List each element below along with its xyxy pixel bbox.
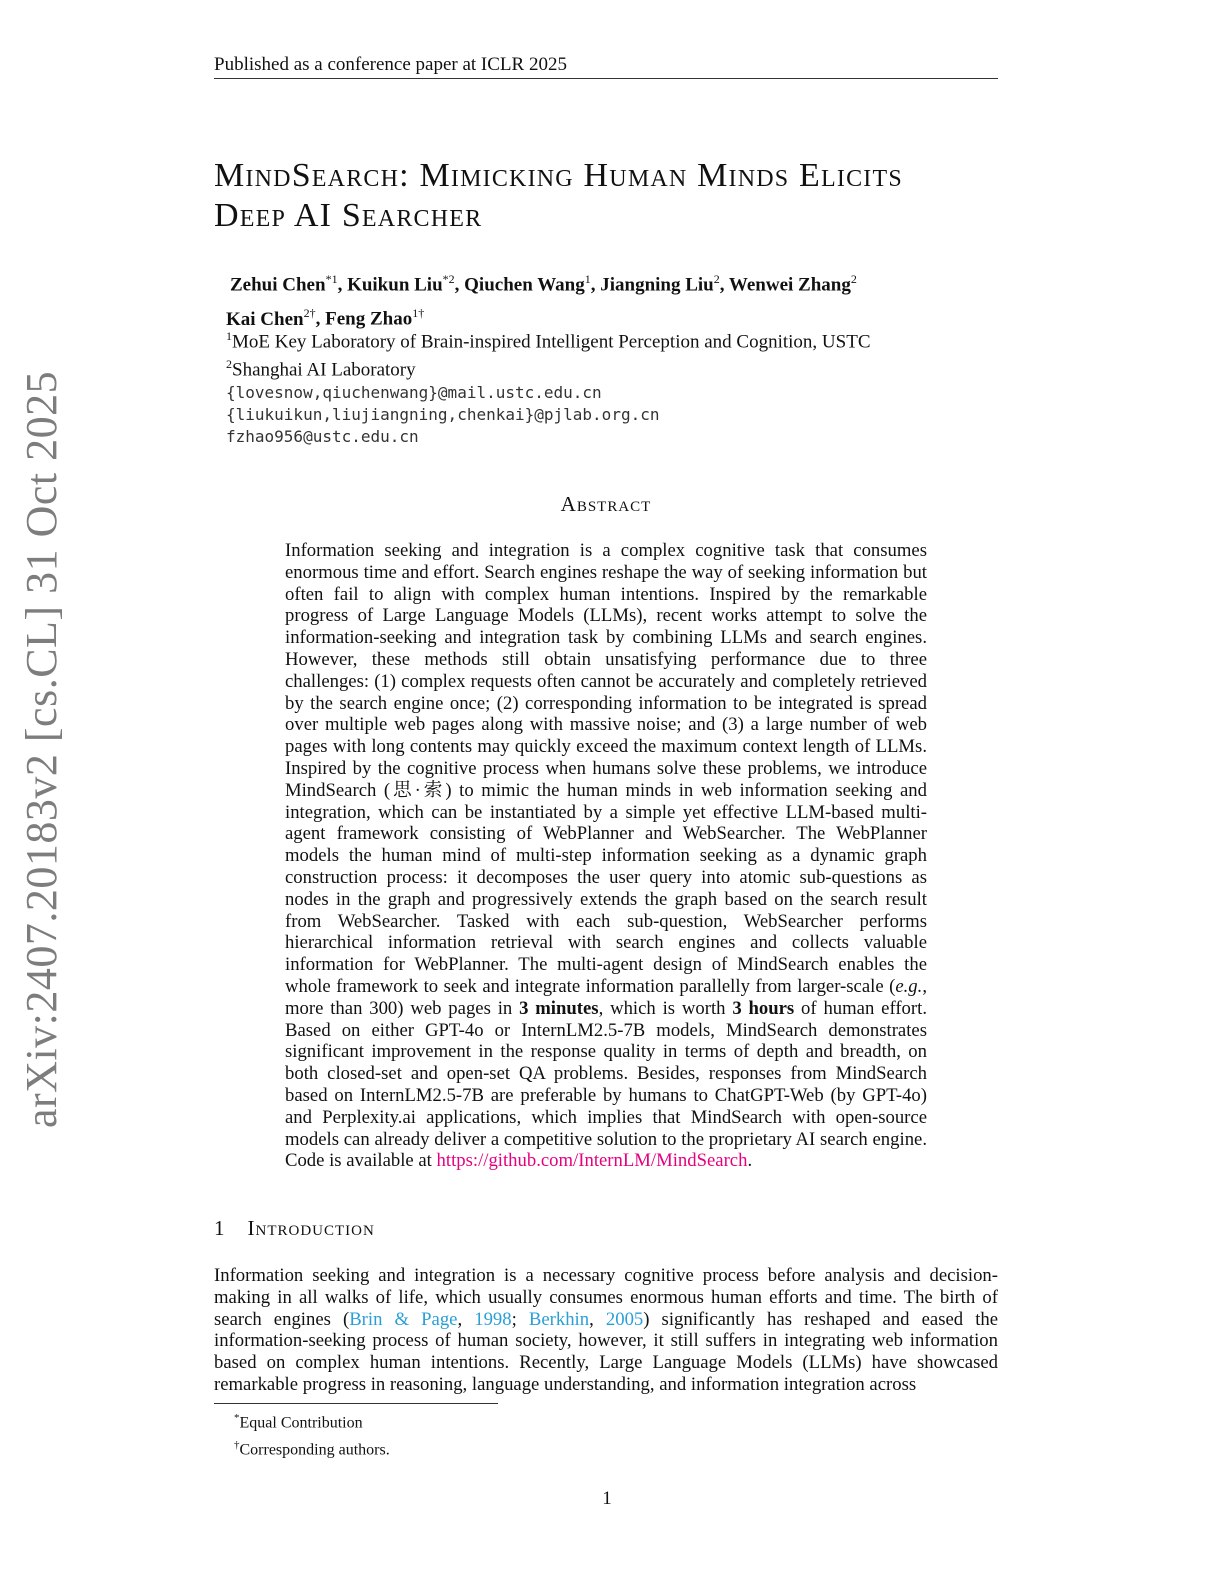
affiliation-1 (226, 325, 1006, 353)
abstract-text: , which is worth (598, 997, 733, 1019)
author-name: , Qiuchen Wang (454, 274, 585, 296)
introduction-body (214, 1265, 998, 1396)
citation-link[interactable]: Berkhin (528, 1308, 590, 1330)
section-title: Introduction (247, 1216, 375, 1240)
affiliation-text: Shanghai AI Laboratory (232, 359, 416, 381)
footnote (234, 1434, 390, 1461)
running-header: Published as a conference paper at ICLR 2025 (214, 54, 998, 79)
abstract-heading: Abstract (560, 492, 652, 516)
author-name: Kai Chen (226, 308, 304, 330)
intro-text: , (589, 1308, 606, 1330)
email-line: {liukuikun,liujiangning,chenkai}@pjlab.org.cn (226, 404, 660, 424)
affiliation-text: MoE Key Laboratory of Brain-inspired Intelligent Perception and Cognition, USTC (232, 331, 871, 353)
author-name: , Feng Zhao (315, 308, 413, 330)
affiliation-2 (226, 353, 1006, 381)
abstract-text: . (747, 1150, 753, 1172)
abstract-emphasis: 3 hours (732, 997, 795, 1019)
affiliation-mark: 1 (226, 329, 232, 343)
code-link[interactable]: https://github.com/InternLM/MindSearch (436, 1150, 748, 1172)
author-name: , Wenwei Zhang (719, 274, 851, 296)
affiliations (226, 325, 1006, 448)
abstract-text: e.g. (895, 975, 923, 997)
author-affil-mark: 1† (412, 306, 425, 321)
abstract-text: , more than 300) web pages in (285, 975, 927, 1019)
arxiv-identifier[interactable]: arXiv:2407.20183v2 [cs.CL] 31 Oct 2025 (17, 370, 66, 1128)
footnotes (234, 1407, 390, 1462)
intro-text: ) significantly has reshaped and eased the information-seeking process of human society, however, it still suffers in integrating web information based on complex human intentions. Recently, Large Language Models (LLMs) have showcased remarkable progress in reasoning, language understanding, and information integration across (214, 1308, 999, 1395)
abstract-body (285, 540, 927, 1172)
citation-link[interactable]: 2005 (605, 1308, 644, 1330)
section-heading (214, 1216, 375, 1241)
page-number: 1 (602, 1488, 612, 1509)
citation-link[interactable]: Brin & Page (349, 1308, 458, 1330)
author-name: , Kuikun Liu (337, 274, 443, 296)
footnote-mark: † (234, 1439, 240, 1452)
author-name: Zehui Chen (230, 274, 326, 296)
section-number: 1 (214, 1216, 226, 1240)
intro-text: ; (511, 1308, 529, 1330)
email-line: {lovesnow,qiuchenwang}@mail.ustc.edu.cn (226, 382, 602, 402)
intro-text: , (457, 1308, 475, 1330)
author-affil-mark: 2 (850, 272, 857, 286)
author-affil-mark: 2 (713, 272, 720, 286)
paper-title: MindSearch: Mimicking Human Minds Elicits Deep AI Searcher (214, 157, 903, 234)
author-affil-mark: 1 (584, 272, 591, 286)
affiliation-mark: 2 (226, 357, 232, 372)
footnote-mark: * (234, 1412, 240, 1424)
intro-text: Information seeking and integration is a necessary cognitive process before analysis and decision-making in all walks of life, which usually consumes enormous human efforts and time. The birth of search engines ( (214, 1265, 998, 1330)
footnote-text: Equal Contribution (239, 1414, 363, 1432)
email-line: fzhao956@ustc.edu.cn (226, 426, 419, 446)
abstract-text: Information seeking and integration is a complex cognitive task that consumes enormous time and effort. Search engines reshape the way of seeking information but often fail to align with complex human intentions. Inspired by the remarkable progress of Large Language Models (LLMs), recent works attempt to solve the information-seeking and integration task by combining LLMs and search engines. However, these methods still obtain unsatisfying performance due to three challenges: (1) complex requests often cannot be accurately and completely retrieved by the search engine once; (2) corresponding information to be integrated is spread over multiple web pages along with massive noise; and (3) a large number of web pages with long contents may quickly exceed the maximum context length of LLMs. Inspired by the cognitive process when humans solve these problems, we introduce MindSearch (思·索) to mimic the human minds in web information seeking and integration, which can be instantiated by a simple yet effective LLM-based multi-agent framework consisting of WebPlanner and WebSearcher. The WebPlanner models the human mind of multi-step information seeking as a dynamic graph construction process: it decomposes the user query into atomic sub-questions as nodes in the graph and progressively extends the graph based on the search result from WebSearcher. Tasked with each sub-question, WebSearcher performs hierarchical information retrieval with search engines and collects valuable information for WebPlanner. The multi-agent design of MindSearch enables the whole framework to seek and integrate information parallelly from larger-scale ( (285, 540, 927, 997)
author-list (226, 265, 1010, 334)
footnote-divider (214, 1403, 498, 1404)
author-affil-mark: *2 (442, 272, 455, 286)
footnote-text: Corresponding authors. (239, 1441, 390, 1459)
author-affil-mark: *1 (325, 272, 338, 286)
author-affil-mark: 2† (303, 306, 316, 321)
abstract-emphasis: 3 minutes (519, 997, 599, 1019)
author-name: , Jiangning Liu (590, 274, 714, 296)
abstract-text: of human effort. Based on either GPT-4o or InternLM2.5-7B models, MindSearch demonstrates significant improvement in the response quality in terms of depth and breadth, on both closed-set and open-set QA problems. Besides, responses from MindSearch based on InternLM2.5-7B are preferable by humans to ChatGPT-Web (by GPT-4o) and Perplexity.ai applications, which implies that MindSearch with open-source models can already deliver a competitive solution to the proprietary AI search engine. Code is available at (285, 997, 927, 1172)
footnote (234, 1407, 390, 1434)
citation-link[interactable]: 1998 (474, 1308, 512, 1330)
